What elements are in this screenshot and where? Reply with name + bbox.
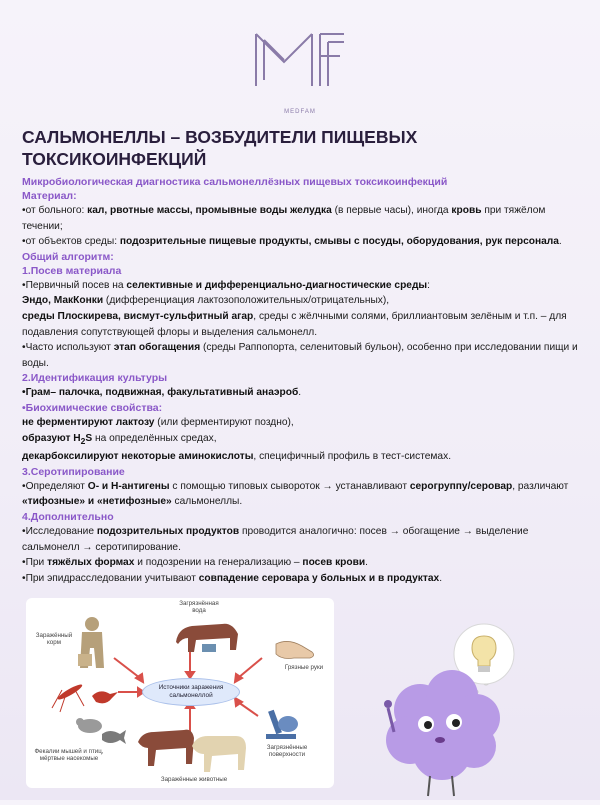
step1-line3: среды Плоскирева, висмут-сульфитный агар, среды с жёлчными солями, бриллиантовым зелёным и т.п. – для подавления сопутствующей флоры и выделения сальмонелл. bbox=[22, 310, 567, 338]
caption-animals: Заражённые животные bbox=[160, 776, 228, 783]
step2-line1: •Грам– палочка, подвижная, факультативный анаэроб. bbox=[22, 387, 302, 399]
caption-water: Загрязнённая вода bbox=[179, 600, 219, 614]
medfam-logo bbox=[250, 28, 350, 120]
caption-feces: Фекалии мышей и птиц, мёртвые насекомые bbox=[34, 748, 104, 762]
step4-line3: •При эпидрасследовании учитывают совпадение серовара у больных и в продуктах. bbox=[22, 572, 443, 584]
step2-heading: 2.Идентификация культуры bbox=[22, 372, 168, 385]
step1-heading: 1.Посев материала bbox=[22, 264, 122, 277]
caption-hands: Грязные руки bbox=[284, 664, 324, 671]
material-patient: •от больного: кал, рвотные массы, промывные воды желудка (в первые часы), иногда кровь при тяжёлом течении; bbox=[22, 205, 546, 232]
caption-feed: Заражённый корм bbox=[35, 632, 73, 646]
biochem-line2: образуют $H_2S$ на определённых средах, bbox=[22, 432, 217, 446]
material-heading: Материал: bbox=[22, 190, 77, 202]
step4-heading: 4.Дополнительно bbox=[22, 510, 114, 523]
algorithm-heading: Общий алгоритм: bbox=[22, 250, 114, 263]
step3-heading: 3.Серотипирование bbox=[22, 465, 125, 478]
infection-sources-illustration bbox=[26, 598, 334, 788]
logo-mark-icon bbox=[250, 28, 350, 108]
material-environment: •от объектов среды: подозрительные пищевые продукты, смывы с посуды, оборудования, рук персонала. bbox=[22, 236, 562, 248]
subtitle: Микробиологическая диагностика сальмонеллёзных пищевых токсикоинфекций bbox=[22, 176, 448, 188]
center-label: Источники заражения сальмонеллой bbox=[142, 678, 240, 706]
mascot-brain-icon bbox=[380, 600, 600, 800]
main-content bbox=[22, 126, 582, 586]
step3-line1: •Определяют О- и Н-антигены с помощью типовых сывороток → устанавливают серогруппу/серовар, различают «тифозные» и «нетифозные» сальмонеллы. bbox=[22, 480, 569, 508]
biochem-line3: декарбоксилируют некоторые аминокислоты, специфичный профиль в тест-системах. bbox=[22, 451, 452, 463]
brain-mascot bbox=[380, 600, 600, 800]
page-title: САЛЬМОНЕЛЛЫ – ВОЗБУДИТЕЛИ ПИЩЕВЫХ ТОКСИКОИНФЕКЦИЙ bbox=[22, 127, 418, 169]
biochem-heading: •Биохимические свойства: bbox=[22, 401, 163, 414]
step1-line1: •Первичный посев на селективные и дифференциально-диагностические среды: bbox=[22, 279, 430, 291]
step4-line1: •Исследование подозрительных продуктов проводится аналогично: посев → обогащение → выделение сальмонелл → серотипирование. bbox=[22, 525, 529, 553]
step1-line4: •Часто используют этап обогащения (среды Раппопорта, селенитовый бульон), особенно при исследовании пищи и воды. bbox=[22, 342, 578, 369]
logo-brand: MEDFAM bbox=[284, 109, 316, 115]
step4-line2: •При тяжёлых формах и подозрении на генерализацию – посев крови. bbox=[22, 557, 369, 569]
step1-line2: Эндо, МакКонки (дифференциация лактозоположительных/отрицательных), bbox=[22, 295, 390, 307]
biochem-line1: не ферментируют лактозу (или ферментируют поздно), bbox=[22, 416, 294, 428]
caption-surfaces: Загрязнённые поверхности bbox=[266, 744, 308, 758]
